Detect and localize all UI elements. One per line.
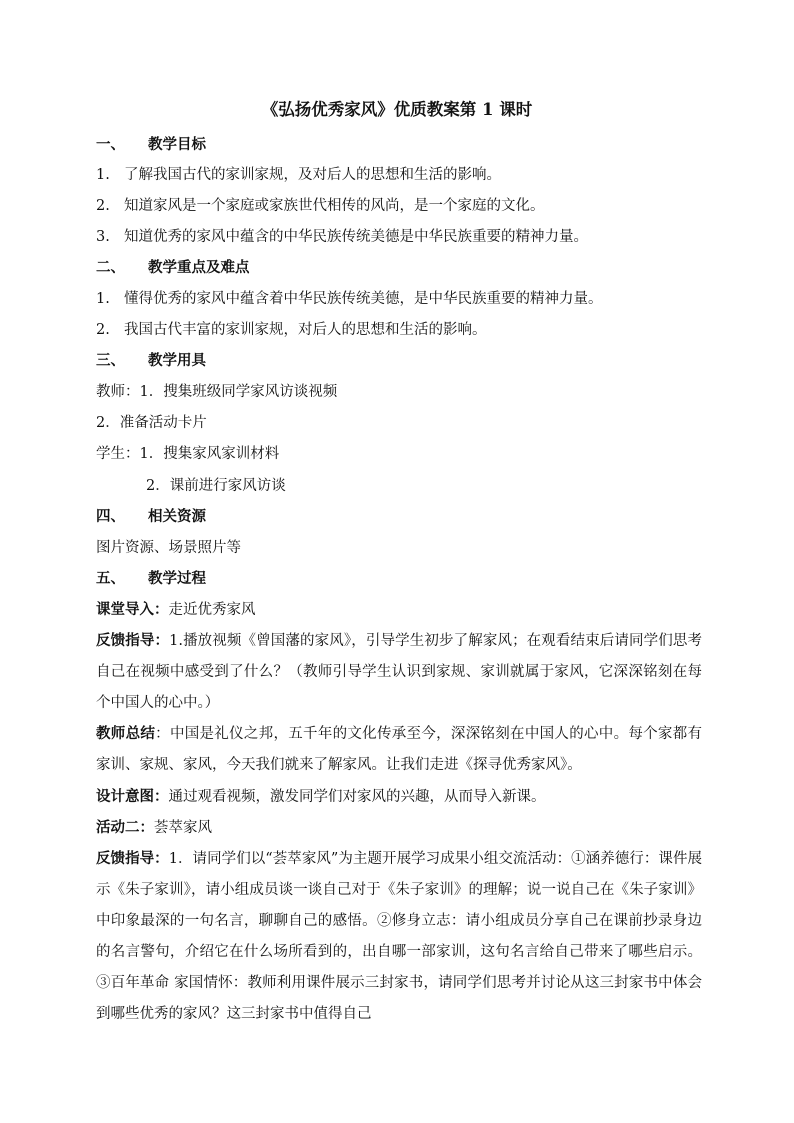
intro-label: 课堂导入： [96,601,169,618]
section-title: 相关资源 [148,508,206,525]
section-heading-tools [96,351,206,371]
document-title: 《弘扬优秀家风》优质教案第 1 课时 [261,100,533,119]
feedback-text: 1．请同学们以“荟萃家风”为主题开展学习成果小组交流活动：①涵养德行：课件展示《朱子家训》，请小组成员谈一谈自己对于《朱子家训》的理解；说一说自己在《朱子家训》中印象最深的一句名言，聊聊自己的感悟。②修身立志：请小组成员分享自己在课前抄录身边的名言警句，介绍它在什么场所看到的，出自哪一部家训，这句名言给自己带来了哪些启示。③百年革命 家国情怀：教师利用课件展示三封家书，请同学们思考并讨论从这三封家书中体会到哪些优秀的家风？这三封家书中值得自己 [96,851,702,1022]
feedback-paragraph-1 [96,625,702,719]
design-label: 设计意图： [96,788,169,805]
teacher-tool-1: 教师：1．搜集班级同学家风访谈视频 [96,384,338,400]
section-heading-goals [96,135,206,155]
goal-text: 知道家风是一个家庭或家族世代相传的风尚，是一个家庭的文化。 [124,198,545,214]
summary-text: ：中国是礼仪之邦，五千年的文化传承至今，深深铭刻在中国人的心中。每个家都有家训、家规、家风，今天我们就来了解家风。让我们走进《探寻优秀家风》。 [96,726,703,773]
student-tool-2: 2．课前进行家风访谈 [146,478,286,494]
activity-label: 活动二： [96,819,154,836]
section-title: 教学目标 [148,136,206,153]
section-title: 教学用具 [148,352,206,369]
section-number: 三、 [96,352,125,369]
feedback-paragraph-2 [96,843,702,1030]
key-point-text: 我国古代丰富的家训家规，对后人的思想和生活的影响。 [124,322,487,338]
section-number: 一、 [96,136,125,153]
goal-number: 1. [96,167,110,183]
teacher-tool-2: 2．准备活动卡片 [96,415,207,431]
section-number: 五、 [96,570,125,587]
summary-label: 教师总结 [96,725,156,742]
design-intent-paragraph [96,787,546,807]
key-point-number: 1. [96,291,110,307]
section-heading-key-points [96,258,250,278]
key-point-item [96,320,487,340]
student-tool-1: 学生：1．搜集家风家训材料 [96,446,280,462]
section-number: 二、 [96,259,125,276]
intro-text: 走近优秀家风 [168,602,256,618]
design-text: 通过观看视频，激发同学们对家风的兴趣，从而导入新课。 [168,789,546,805]
section-title: 教学重点及难点 [148,259,250,276]
goal-number: 2. [96,198,110,214]
goal-item [96,227,588,247]
key-point-item [96,289,603,309]
feedback-label: 反馈指导： [96,850,169,867]
teacher-summary-paragraph [96,718,702,781]
section-heading-resources [96,507,206,527]
section-title: 教学过程 [148,570,206,587]
goal-item [96,196,545,216]
goal-number: 3. [96,229,110,245]
key-point-text: 懂得优秀的家风中蕴含着中华民族传统美德，是中华民族重要的精神力量。 [124,291,603,307]
intro-paragraph [96,600,256,620]
key-point-number: 2. [96,322,110,338]
feedback-text: 1.播放视频《曾国藩的家风》，引导学生初步了解家风；在观看结束后请同学们思考自己在视频中感受到了什么？（教师引导学生认识到家规、家训就属于家风，它深深铭刻在每个中国人的心中。） [96,633,702,711]
section-number: 四、 [96,508,125,525]
feedback-label: 反馈指导： [96,632,170,649]
resources-text: 图片资源、场景照片等 [96,540,241,556]
goal-text: 知道优秀的家风中蕴含的中华民族传统美德是中华民族重要的精神力量。 [124,229,588,245]
activity-text: 荟萃家风 [154,820,212,836]
goal-text: 了解我国古代的家训家规，及对后人的思想和生活的影响。 [124,167,501,183]
goal-item [96,165,501,185]
section-heading-process [96,569,206,589]
activity-two-heading [96,818,212,838]
